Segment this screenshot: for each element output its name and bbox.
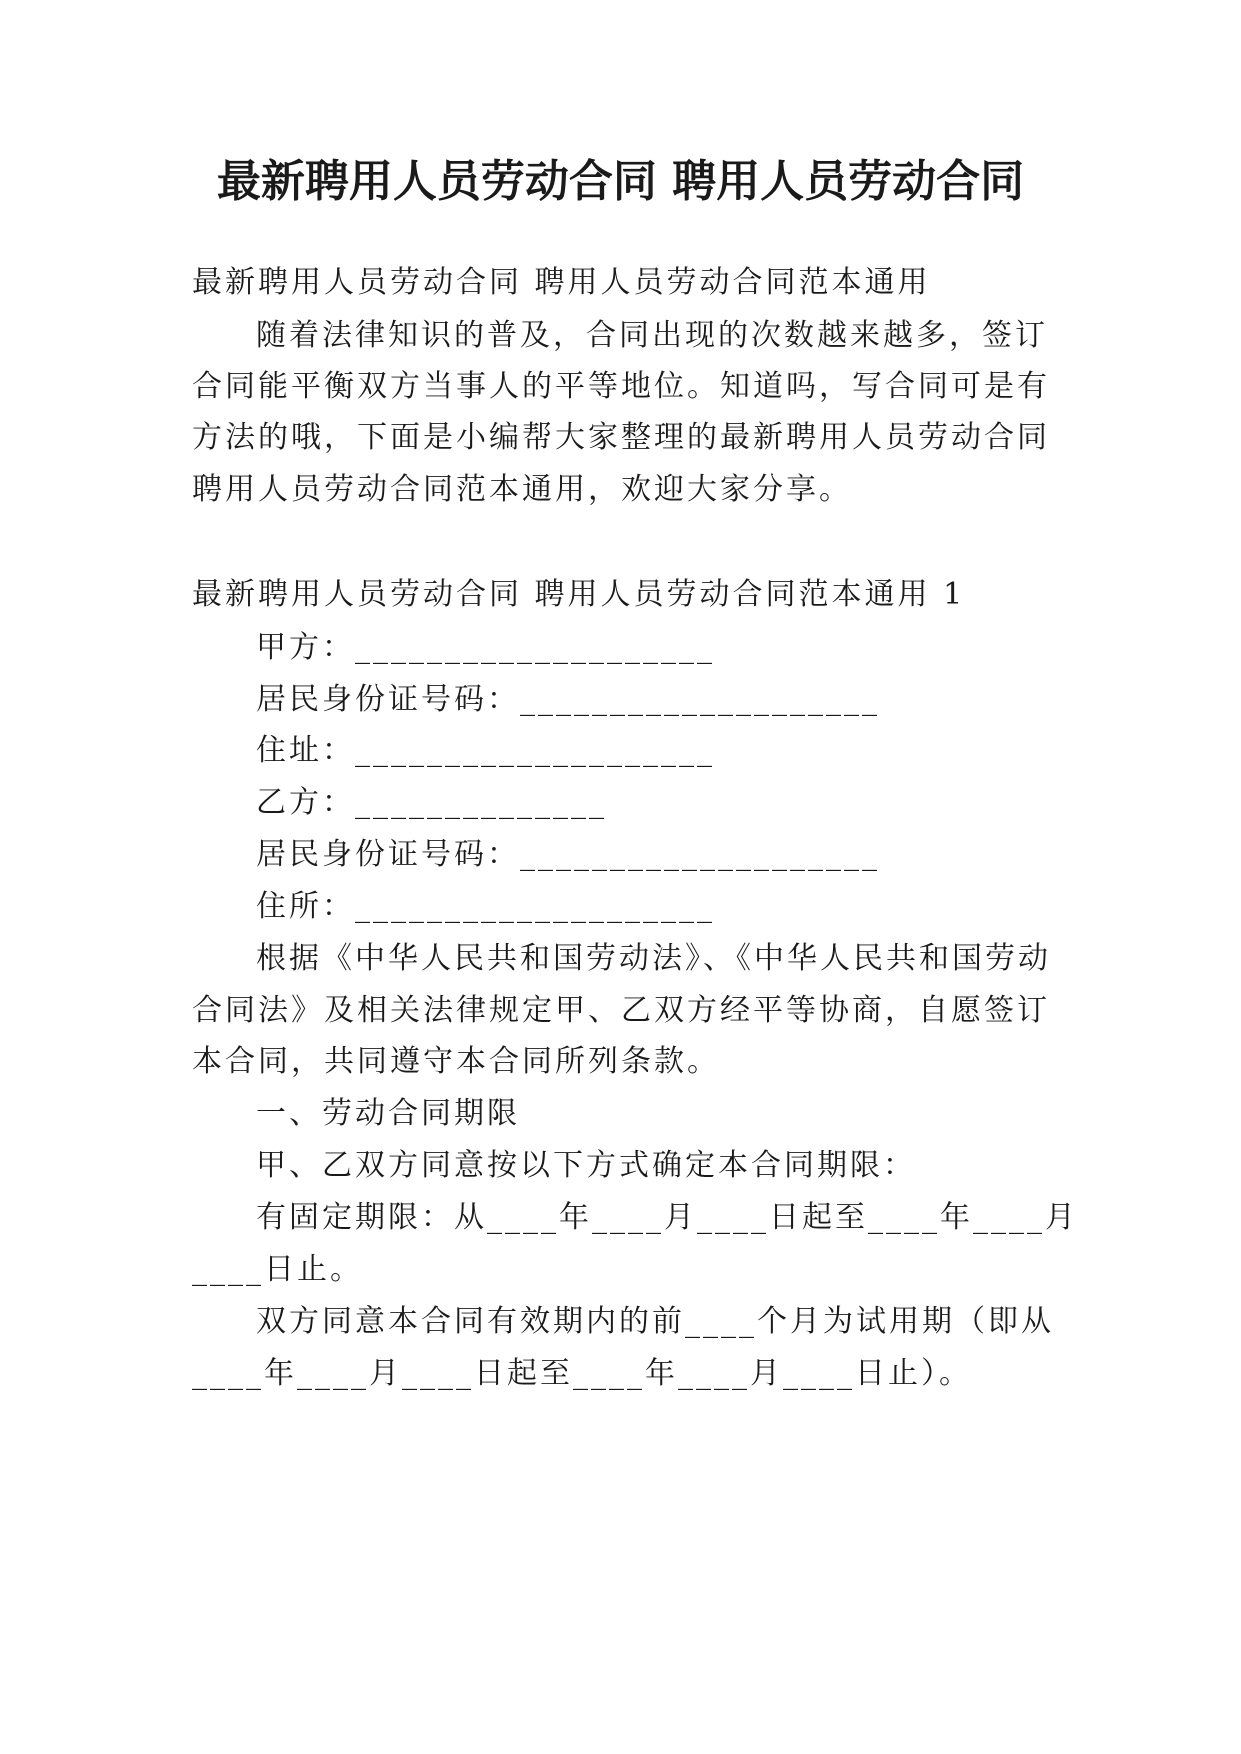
intro-line-4: 聘用人员劳动合同范本通用，欢迎大家分享。 bbox=[192, 472, 852, 507]
intro-line-3: 方法的哦，下面是小编帮大家整理的最新聘用人员劳动合同 bbox=[192, 420, 1050, 455]
section-heading: 最新聘用人员劳动合同 聘用人员劳动合同范本通用 1 bbox=[192, 577, 966, 612]
basis-line-3: 本合同，共同遵守本合同所列条款。 bbox=[192, 1044, 720, 1079]
document-title: 最新聘用人员劳动合同 聘用人员劳动合同 bbox=[216, 156, 1025, 207]
clause-1-line-1: 甲、乙双方同意按以下方式确定本合同期限： bbox=[256, 1148, 916, 1183]
basis-line-1: 根据《中华人民共和国劳动法》、《中华人民共和国劳动 bbox=[256, 941, 1051, 976]
party-a-field: 甲方：____________________ bbox=[256, 630, 715, 665]
party-b-field: 乙方：______________ bbox=[256, 785, 607, 820]
party-b-residence-field: 住所：____________________ bbox=[256, 889, 715, 924]
document-subtitle: 最新聘用人员劳动合同 聘用人员劳动合同范本通用 bbox=[192, 265, 931, 300]
clause-1-line-2: 有固定期限：从____年____月____日起至____年____月 bbox=[256, 1200, 1078, 1235]
party-a-id-field: 居民身份证号码：____________________ bbox=[256, 682, 880, 717]
clause-1-line-5: ____年____月____日起至____年____月____日止）。 bbox=[192, 1356, 972, 1391]
party-a-address-field: 住址：____________________ bbox=[256, 733, 715, 768]
intro-line-2: 合同能平衡双方当事人的平等地位。知道吗，写合同可是有 bbox=[192, 369, 1050, 404]
basis-line-2: 合同法》及相关法律规定甲、乙双方经平等协商，自愿签订 bbox=[192, 993, 1050, 1028]
intro-line-1: 随着法律知识的普及，合同出现的次数越来越多，签订 bbox=[256, 318, 1048, 353]
clause-1-line-3: ____日止。 bbox=[192, 1252, 363, 1287]
party-b-id-field: 居民身份证号码：____________________ bbox=[256, 837, 880, 872]
clause-1-heading: 一、劳动合同期限 bbox=[256, 1096, 520, 1131]
clause-1-line-4: 双方同意本合同有效期内的前____个月为试用期（即从 bbox=[256, 1304, 1054, 1339]
